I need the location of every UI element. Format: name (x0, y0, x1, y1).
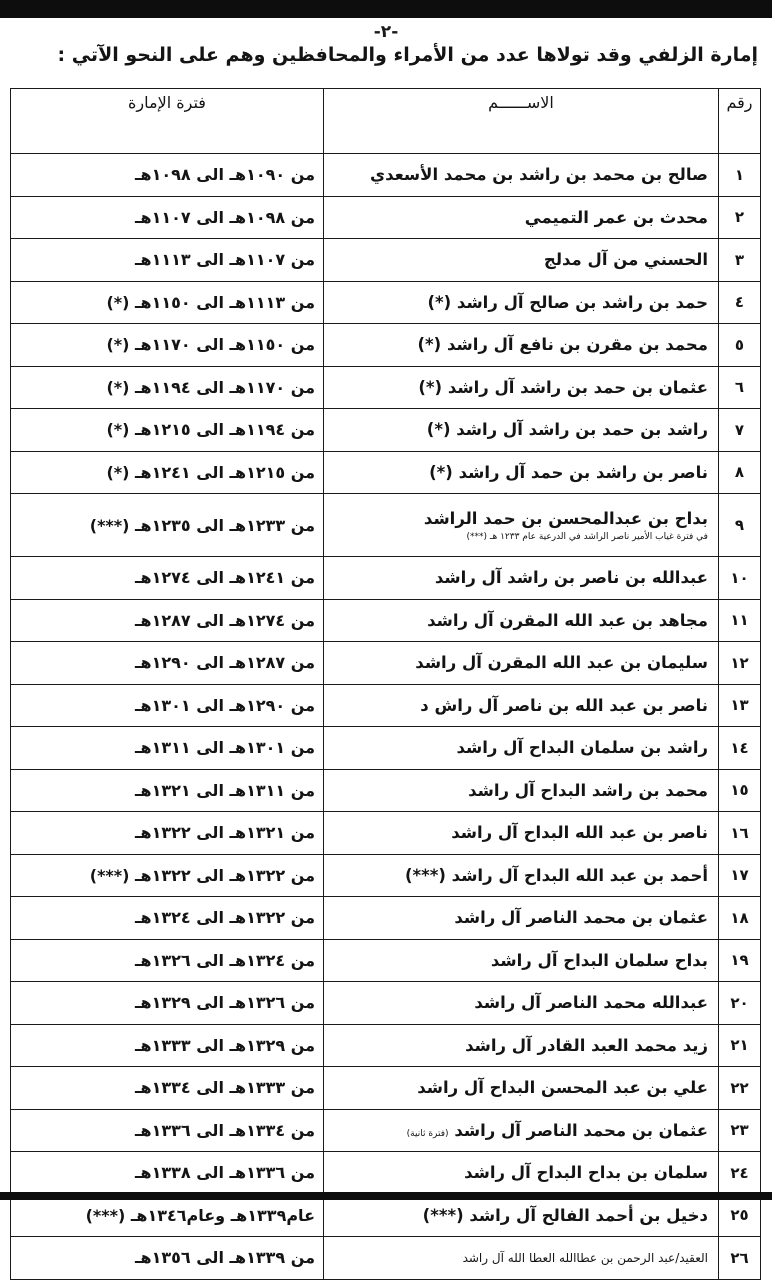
emirate-period: من ١٣٢٦هـ الى ١٣٢٩هـ (11, 982, 324, 1025)
emir-name-cell (324, 409, 719, 452)
row-number: ١٦ (719, 812, 761, 855)
table-row (11, 727, 761, 770)
emir-name: محدث بن عمر التميمي (524, 207, 708, 227)
header-number: رقم (719, 89, 761, 154)
intro-heading: إمارة الزلفي وقد تولاها عدد من الأمراء والمحافظين وهم على النحو الآتي : (57, 44, 758, 66)
emirate-period: من ١٢٩٠هـ الى ١٣٠١هـ (11, 684, 324, 727)
emirs-table-container (10, 88, 760, 1280)
row-number: ١٣ (719, 684, 761, 727)
emir-name-suffix: (فترة ثانية) (406, 1128, 449, 1139)
emir-name: حمد بن راشد بن صالح آل راشد (*) (427, 292, 708, 312)
emir-name-cell (324, 897, 719, 940)
table-row (11, 769, 761, 812)
row-number: ١٩ (719, 939, 761, 982)
row-number: ٢١ (719, 1024, 761, 1067)
row-number: ٦ (719, 366, 761, 409)
emirate-period: من ١٣٣٣هـ الى ١٣٣٤هـ (11, 1067, 324, 1110)
emir-name-note: في فترة غياب الأمير ناصر الراشد في الدرعية عام ١٢٣٣ هـ (***) (466, 531, 708, 542)
emir-name-cell (324, 451, 719, 494)
table-row (11, 1067, 761, 1110)
table-row (11, 939, 761, 982)
emir-name: عثمان بن حمد بن راشد آل راشد (*) (418, 377, 708, 397)
row-number: ١٨ (719, 897, 761, 940)
row-number: ٢٤ (719, 1152, 761, 1195)
emir-name: عثمان بن محمد الناصر آل راشد (454, 1120, 708, 1140)
emir-name: عثمان بن محمد الناصر آل راشد (454, 908, 708, 928)
row-number: ٧ (719, 409, 761, 452)
row-number: ٢٢ (719, 1067, 761, 1110)
emirate-period: من ١١٧٠هـ الى ١١٩٤هـ (*) (11, 366, 324, 409)
emirate-period: من ١٠٩٠هـ الى ١٠٩٨هـ (11, 154, 324, 197)
emirate-period: من ١٢١٥هـ الى ١٢٤١هـ (*) (11, 451, 324, 494)
emir-name-cell (324, 1152, 719, 1195)
table-row (11, 409, 761, 452)
emir-name-cell (324, 939, 719, 982)
header-name: الاســــــم (324, 89, 719, 154)
row-number: ٢٣ (719, 1109, 761, 1152)
emir-name: العقيد/عبد الرحمن بن عطاالله العطا الله آل راشد (462, 1250, 708, 1265)
row-number: ٨ (719, 451, 761, 494)
page-number: -٢- (373, 22, 399, 42)
emir-name-cell (324, 1109, 719, 1152)
top-dark-border (0, 0, 772, 18)
bottom-dark-border (0, 1192, 772, 1200)
emir-name: ناصر بن راشد بن حمد آل راشد (*) (429, 462, 708, 482)
emirate-period: من ١٣٢٤هـ الى ١٣٢٦هـ (11, 939, 324, 982)
table-row (11, 557, 761, 600)
table-row (11, 196, 761, 239)
emir-name-cell (324, 239, 719, 282)
emir-name: سلمان بن بداح البداح آل راشد (464, 1163, 708, 1183)
emir-name-cell (324, 1194, 719, 1237)
emir-name-cell (324, 642, 719, 685)
emir-name: عبدالله محمد الناصر آل راشد (474, 993, 708, 1013)
table-row (11, 451, 761, 494)
emirate-period: من ١٣٣٦هـ الى ١٣٣٨هـ (11, 1152, 324, 1195)
emirate-period: من ١٣٠١هـ الى ١٣١١هـ (11, 727, 324, 770)
emirate-period: من ١١٥٠هـ الى ١١٧٠هـ (*) (11, 324, 324, 367)
table-row (11, 982, 761, 1025)
emirate-period: من ١٢٤١هـ الى ١٢٧٤هـ (11, 557, 324, 600)
emir-name-cell (324, 1024, 719, 1067)
row-number: ٤ (719, 281, 761, 324)
emirate-period: من ١١١٣هـ الى ١١٥٠هـ (*) (11, 281, 324, 324)
emir-name: ناصر بن عبد الله البداح آل راشد (451, 823, 708, 843)
emirate-period: عام١٣٣٩هـ وعام١٣٤٦هـ (***) (11, 1194, 324, 1237)
emir-name: بداح بن عبدالمحسن بن حمد الراشد (423, 508, 708, 528)
emir-name-cell (324, 982, 719, 1025)
table-row (11, 239, 761, 282)
emirate-period: من ١٣٣٩هـ الى ١٣٥٦هـ (11, 1237, 324, 1280)
emir-name: دخيل بن أحمد الفالح آل راشد (***) (422, 1205, 708, 1225)
emirate-period: من ١٢٨٧هـ الى ١٢٩٠هـ (11, 642, 324, 685)
emir-name: صالح بن محمد بن راشد بن محمد الأسعدي (369, 165, 708, 185)
table-row (11, 812, 761, 855)
row-number: ٢٥ (719, 1194, 761, 1237)
row-number: ٥ (719, 324, 761, 367)
table-row (11, 1109, 761, 1152)
row-number: ٣ (719, 239, 761, 282)
emir-name-cell (324, 154, 719, 197)
emir-name: راشد بن حمد بن راشد آل راشد (*) (426, 420, 708, 440)
row-number: ١٠ (719, 557, 761, 600)
emirs-table (10, 88, 761, 1280)
table-body (11, 154, 761, 1280)
emirate-period: من ١٣١١هـ الى ١٣٢١هـ (11, 769, 324, 812)
table-row (11, 494, 761, 557)
emir-name-cell (324, 1237, 719, 1280)
row-number: ٩ (719, 494, 761, 557)
table-row (11, 1237, 761, 1280)
emir-name-cell (324, 1067, 719, 1110)
row-number: ١٤ (719, 727, 761, 770)
emir-name-cell (324, 727, 719, 770)
emir-name-cell (324, 196, 719, 239)
row-number: ٢٠ (719, 982, 761, 1025)
row-number: ١ (719, 154, 761, 197)
row-number: ١٥ (719, 769, 761, 812)
emir-name: بداح سلمان البداح آل راشد (490, 950, 708, 970)
emir-name-cell (324, 684, 719, 727)
row-number: ١٧ (719, 854, 761, 897)
emir-name-cell (324, 812, 719, 855)
table-row (11, 1194, 761, 1237)
emir-name: أحمد بن عبد الله البداح آل راشد (***) (404, 865, 708, 885)
emir-name: محمد بن مقرن بن نافع آل راشد (*) (417, 335, 708, 355)
table-row (11, 1152, 761, 1195)
emirate-period: من ١٣٣٤هـ الى ١٣٣٦هـ (11, 1109, 324, 1152)
emir-name-cell (324, 557, 719, 600)
emir-name: ناصر بن عبد الله بن ناصر آل راش د (420, 695, 708, 715)
emirate-period: من ١٢٧٤هـ الى ١٢٨٧هـ (11, 599, 324, 642)
table-header-row (11, 89, 761, 154)
table-row (11, 154, 761, 197)
emir-name-cell (324, 324, 719, 367)
emir-name: مجاهد بن عبد الله المقرن آل راشد (427, 610, 708, 630)
emirate-period: من ١٣٢٩هـ الى ١٣٣٣هـ (11, 1024, 324, 1067)
emir-name: راشد بن سلمان البداح آل راشد (456, 738, 708, 758)
table-row (11, 324, 761, 367)
emirate-period: من ١٣٢٢هـ الى ١٣٢٤هـ (11, 897, 324, 940)
emirate-period: من ١٠٩٨هـ الى ١١٠٧هـ (11, 196, 324, 239)
emirate-period: من ١١٠٧هـ الى ١١١٣هـ (11, 239, 324, 282)
header-period: فترة الإمارة (11, 89, 324, 154)
emir-name: الحسني من آل مدلج (543, 250, 708, 270)
emirate-period: من ١٣٢٢هـ الى ١٣٢٢هـ (***) (11, 854, 324, 897)
table-row (11, 366, 761, 409)
row-number: ٢ (719, 196, 761, 239)
emir-name-cell (324, 599, 719, 642)
emirate-period: من ١٣٢١هـ الى ١٣٢٢هـ (11, 812, 324, 855)
row-number: ١١ (719, 599, 761, 642)
table-row (11, 599, 761, 642)
emir-name: علي بن عبد المحسن البداح آل راشد (417, 1078, 708, 1098)
emir-name-cell (324, 494, 719, 557)
table-row (11, 1024, 761, 1067)
table-row (11, 684, 761, 727)
emirate-period: من ١١٩٤هـ الى ١٢١٥هـ (*) (11, 409, 324, 452)
emirate-period: من ١٢٣٣هـ الى ١٢٣٥هـ (***) (11, 494, 324, 557)
table-row (11, 897, 761, 940)
emir-name: سليمان بن عبد الله المقرن آل راشد (415, 653, 708, 673)
emir-name: محمد بن راشد البداح آل راشد (468, 780, 708, 800)
table-row (11, 281, 761, 324)
emir-name: زيد محمد العبد القادر آل راشد (465, 1035, 708, 1055)
table-row (11, 642, 761, 685)
table-row (11, 854, 761, 897)
emir-name-cell (324, 854, 719, 897)
emir-name-cell (324, 281, 719, 324)
row-number: ١٢ (719, 642, 761, 685)
emir-name-cell (324, 769, 719, 812)
emir-name-cell (324, 366, 719, 409)
row-number: ٢٦ (719, 1237, 761, 1280)
emir-name: عبدالله بن ناصر بن راشد آل راشد (434, 568, 708, 588)
